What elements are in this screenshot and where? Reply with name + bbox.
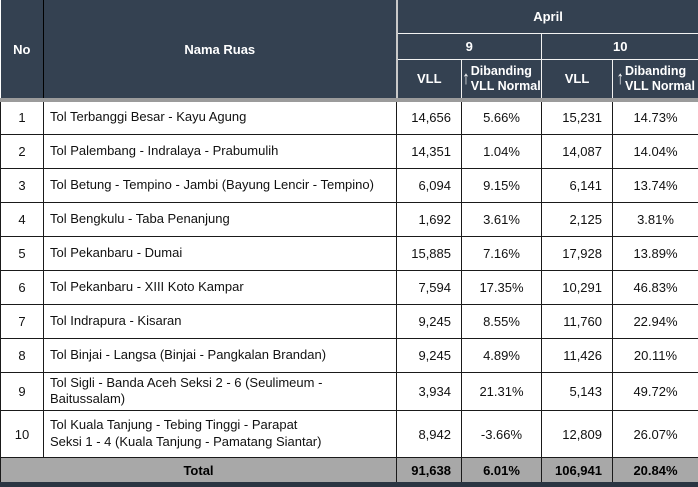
vll-apr9: 7,594 — [397, 270, 462, 304]
col-header-nama-ruas: Nama Ruas — [44, 0, 397, 100]
pct-apr10: 26.07% — [613, 411, 698, 458]
vll-apr9: 14,656 — [397, 100, 462, 134]
col-header-dibanding-10 — [613, 59, 698, 100]
row-number: 5 — [1, 236, 44, 270]
table-row — [1, 304, 698, 338]
vll-apr9: 1,692 — [397, 202, 462, 236]
road-name: Tol Betung - Tempino - Jambi (Bayung Lencir - Tempino) — [44, 168, 397, 202]
dibanding-label-line2: VLL Normal — [625, 79, 695, 93]
dibanding-label-line1: Dibanding — [471, 64, 532, 78]
dibanding-label-line2: VLL Normal — [471, 79, 541, 93]
table-row — [1, 411, 698, 458]
pct-apr10: 22.94% — [613, 304, 698, 338]
pct-apr10: 13.89% — [613, 236, 698, 270]
pct-apr9: 8.55% — [462, 304, 542, 338]
col-header-day-10: 10 — [542, 33, 698, 59]
total-pct-apr10: 20.84% — [613, 458, 698, 485]
road-name: Tol Sigli - Banda Aceh Seksi 2 - 6 (Seulimeum - Baitussalam) — [44, 372, 397, 411]
row-number: 8 — [1, 338, 44, 372]
table-body — [1, 100, 698, 485]
vll-apr9: 9,245 — [397, 304, 462, 338]
pct-apr10: 20.11% — [613, 338, 698, 372]
table-row — [1, 134, 698, 168]
row-number: 9 — [1, 372, 44, 411]
dibanding-label-line1: Dibanding — [625, 64, 686, 78]
pct-apr10: 3.81% — [613, 202, 698, 236]
vll-apr10: 10,291 — [542, 270, 613, 304]
col-header-april: April — [397, 0, 698, 33]
total-label: Total — [1, 458, 397, 485]
pct-apr9: -3.66% — [462, 411, 542, 458]
col-header-no: No — [1, 0, 44, 100]
pct-apr9: 1.04% — [462, 134, 542, 168]
col-header-vll-9: VLL — [397, 59, 462, 100]
vll-apr10: 17,928 — [542, 236, 613, 270]
road-name: Tol Pekanbaru - Dumai — [44, 236, 397, 270]
vll-apr10: 11,426 — [542, 338, 613, 372]
vll-apr10: 5,143 — [542, 372, 613, 411]
vll-apr10: 15,231 — [542, 100, 613, 134]
table-row — [1, 372, 698, 411]
road-name: Tol Indrapura - Kisaran — [44, 304, 397, 338]
vll-apr10: 12,809 — [542, 411, 613, 458]
pct-apr9: 17.35% — [462, 270, 542, 304]
row-number: 2 — [1, 134, 44, 168]
vll-apr9: 15,885 — [397, 236, 462, 270]
up-arrow-icon: ↑ — [617, 68, 625, 91]
pct-apr9: 4.89% — [462, 338, 542, 372]
total-vll-apr10: 106,941 — [542, 458, 613, 485]
table-row — [1, 338, 698, 372]
total-row — [1, 458, 698, 485]
table-row — [1, 168, 698, 202]
table-row — [1, 202, 698, 236]
up-arrow-icon: ↑ — [462, 68, 470, 91]
vll-apr9: 8,942 — [397, 411, 462, 458]
pct-apr9: 3.61% — [462, 202, 542, 236]
row-number: 1 — [1, 100, 44, 134]
road-name — [44, 411, 397, 458]
total-pct-apr9: 6.01% — [462, 458, 542, 485]
row-number: 10 — [1, 411, 44, 458]
pct-apr10: 14.73% — [613, 100, 698, 134]
table-row — [1, 100, 698, 134]
pct-apr10: 14.04% — [613, 134, 698, 168]
road-name: Tol Binjai - Langsa (Binjai - Pangkalan Brandan) — [44, 338, 397, 372]
vll-apr9: 3,934 — [397, 372, 462, 411]
vll-apr9: 14,351 — [397, 134, 462, 168]
total-vll-apr9: 91,638 — [397, 458, 462, 485]
vll-apr10: 2,125 — [542, 202, 613, 236]
pct-apr9: 21.31% — [462, 372, 542, 411]
col-header-dibanding-9 — [462, 59, 542, 100]
table-row — [1, 270, 698, 304]
pct-apr9: 7.16% — [462, 236, 542, 270]
row-number: 7 — [1, 304, 44, 338]
pct-apr10: 13.74% — [613, 168, 698, 202]
road-name: Tol Pekanbaru - XIII Koto Kampar — [44, 270, 397, 304]
road-name: Tol Palembang - Indralaya - Prabumulih — [44, 134, 397, 168]
vll-apr10: 6,141 — [542, 168, 613, 202]
row-number: 6 — [1, 270, 44, 304]
pct-apr9: 5.66% — [462, 100, 542, 134]
row-number: 3 — [1, 168, 44, 202]
vll-apr9: 9,245 — [397, 338, 462, 372]
road-name-line2: Seksi 1 - 4 (Kuala Tanjung - Pamatang Siantar) — [50, 434, 392, 451]
road-name: Tol Terbanggi Besar - Kayu Agung — [44, 100, 397, 134]
col-header-day-9: 9 — [397, 33, 542, 59]
row-number: 4 — [1, 202, 44, 236]
road-name: Tol Bengkulu - Taba Penanjung — [44, 202, 397, 236]
table-header — [1, 0, 698, 100]
table-row — [1, 236, 698, 270]
vll-apr10: 14,087 — [542, 134, 613, 168]
road-name-line1: Tol Kuala Tanjung - Tebing Tinggi - Parapat — [50, 417, 392, 434]
pct-apr10: 46.83% — [613, 270, 698, 304]
pct-apr9: 9.15% — [462, 168, 542, 202]
col-header-vll-10: VLL — [542, 59, 613, 100]
vll-apr9: 6,094 — [397, 168, 462, 202]
pct-apr10: 49.72% — [613, 372, 698, 411]
vll-apr10: 11,760 — [542, 304, 613, 338]
